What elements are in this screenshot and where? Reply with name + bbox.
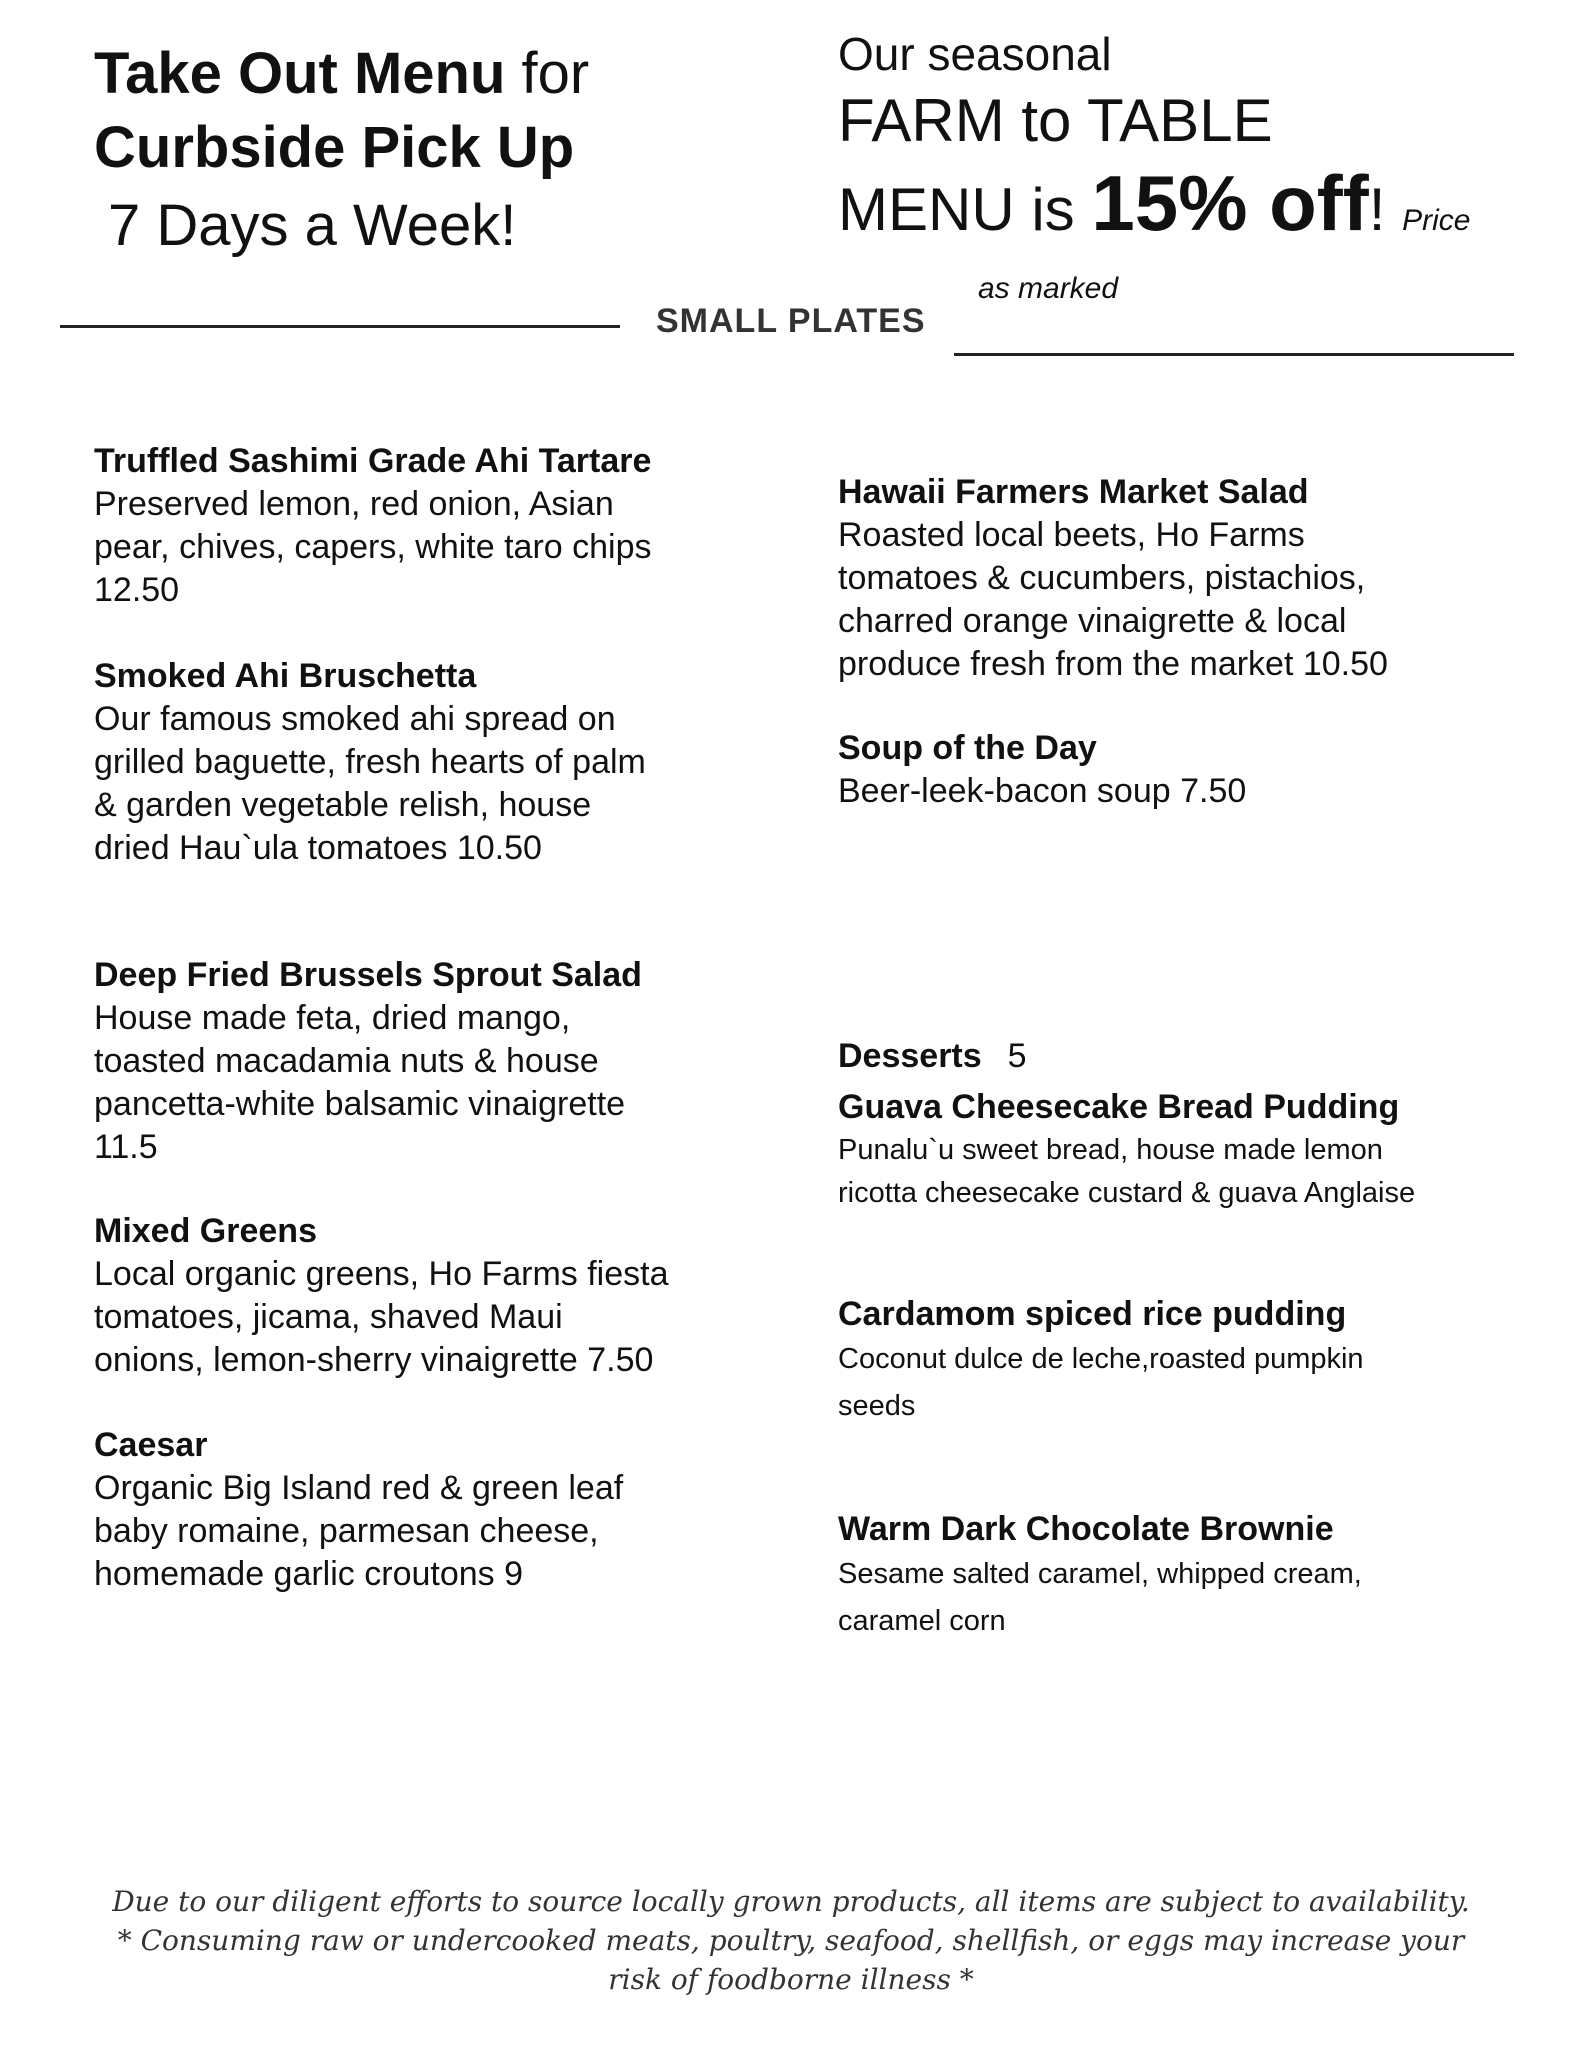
menu-item: [94, 954, 754, 1169]
item-desc-line: toasted macadamia nuts & house: [94, 1042, 599, 1080]
item-name: Cardamom spiced rice pudding: [838, 1295, 1347, 1333]
consumption-warning-cont: risk of foodborne illness *: [608, 1963, 974, 1996]
item-name: Caesar: [94, 1426, 208, 1464]
item-desc-line: House made feta, dried mango,: [94, 999, 571, 1037]
item-desc-line: Punalu`u sweet bread, house made lemon: [838, 1134, 1383, 1166]
dessert-item: [838, 1508, 1538, 1645]
item-price: 12.50: [94, 571, 180, 609]
item-desc-line: Local organic greens, Ho Farms fiesta: [94, 1255, 669, 1293]
item-desc-line: baby romaine, parmesan cheese,: [94, 1512, 599, 1550]
discount-line: [838, 158, 1558, 266]
item-desc-line: caramel corn: [838, 1605, 1006, 1637]
header-left: [94, 38, 734, 266]
item-desc-line: Beer-leek-bacon soup 7.50: [838, 772, 1247, 810]
item-desc-line: & garden vegetable relish, house: [94, 786, 592, 824]
seasonal-text: Our seasonal: [838, 28, 1112, 80]
desserts-title: Desserts: [838, 1037, 982, 1075]
item-desc-line: produce fresh from the market 10.50: [838, 645, 1388, 683]
menu-item: [94, 440, 754, 612]
item-desc-line: tomatoes & cucumbers, pistachios,: [838, 559, 1366, 597]
section-title: SMALL PLATES: [656, 302, 926, 340]
menu-item: [94, 1210, 754, 1382]
item-name: Soup of the Day: [838, 729, 1097, 767]
divider-right: [954, 353, 1514, 356]
item-desc-line: dried Hau`ula tomatoes 10.50: [94, 829, 542, 867]
curbside-pickup-text: Curbside Pick Up: [94, 115, 575, 180]
item-desc-line: onions, lemon-sherry vinaigrette 7.50: [94, 1341, 654, 1379]
item-name: Guava Cheesecake Bread Pudding: [838, 1088, 1400, 1126]
dessert-item: [838, 1086, 1538, 1215]
header-right: [838, 24, 1558, 266]
item-desc-line: Sesame salted caramel, whipped cream,: [838, 1558, 1362, 1590]
price-text: Price: [1402, 204, 1471, 237]
menu-item: [838, 727, 1538, 813]
item-desc-line: ricotta cheesecake custard & guava Anglaise: [838, 1177, 1416, 1209]
item-desc-line: Organic Big Island red & green leaf: [94, 1469, 624, 1507]
menu-is-text: MENU is: [838, 176, 1092, 243]
menu-item: [838, 471, 1538, 686]
exclamation-text: !: [1368, 176, 1386, 243]
item-desc-line: Roasted local beets, Ho Farms: [838, 516, 1305, 554]
menu-item: [94, 1424, 754, 1596]
availability-note: Due to our diligent efforts to source locally grown products, all items are subject to availability.: [112, 1885, 1470, 1918]
item-name: Hawaii Farmers Market Salad: [838, 473, 1309, 511]
farm-to-table-text: FARM to TABLE: [838, 87, 1273, 154]
item-desc-line: homemade garlic croutons 9: [94, 1555, 524, 1593]
item-name: Mixed Greens: [94, 1212, 317, 1250]
item-desc-line: pancetta-white balsamic vinaigrette: [94, 1085, 626, 1123]
item-name: Deep Fried Brussels Sprout Salad: [94, 956, 642, 994]
item-desc-line: Our famous smoked ahi spread on: [94, 700, 616, 738]
item-desc-line: Preserved lemon, red onion, Asian: [94, 485, 614, 523]
header-title-line1: [94, 38, 734, 110]
discount-amount: 15% off: [1091, 159, 1369, 247]
menu-item: [94, 655, 754, 870]
as-marked-text: as marked: [978, 272, 1119, 305]
desserts-price: 5: [1007, 1037, 1027, 1075]
item-price: 11.5: [94, 1128, 158, 1166]
desserts-heading: [838, 1035, 1538, 1078]
item-name: Warm Dark Chocolate Brownie: [838, 1510, 1334, 1548]
days-a-week-text: 7 Days a Week!: [108, 193, 517, 258]
take-out-menu-text: Take Out Menu: [94, 41, 506, 106]
dessert-item: [838, 1293, 1538, 1430]
divider-left: [60, 325, 620, 328]
item-desc-line: tomatoes, jicama, shaved Maui: [94, 1298, 563, 1336]
item-desc-line: grilled baguette, fresh hearts of palm: [94, 743, 646, 781]
for-text: for: [505, 41, 590, 106]
item-desc-line: seeds: [838, 1390, 916, 1422]
item-name: Truffled Sashimi Grade Ahi Tartare: [94, 442, 652, 480]
item-desc-line: Coconut dulce de leche,roasted pumpkin: [838, 1343, 1364, 1375]
item-desc-line: charred orange vinaigrette & local: [838, 602, 1347, 640]
item-name: Smoked Ahi Bruschetta: [94, 657, 477, 695]
item-desc-line: pear, chives, capers, white taro chips: [94, 528, 652, 566]
footer-disclaimer: [91, 1882, 1491, 1999]
consumption-warning: * Consuming raw or undercooked meats, poultry, seafood, shellfish, or eggs may increase your: [117, 1924, 1465, 1957]
